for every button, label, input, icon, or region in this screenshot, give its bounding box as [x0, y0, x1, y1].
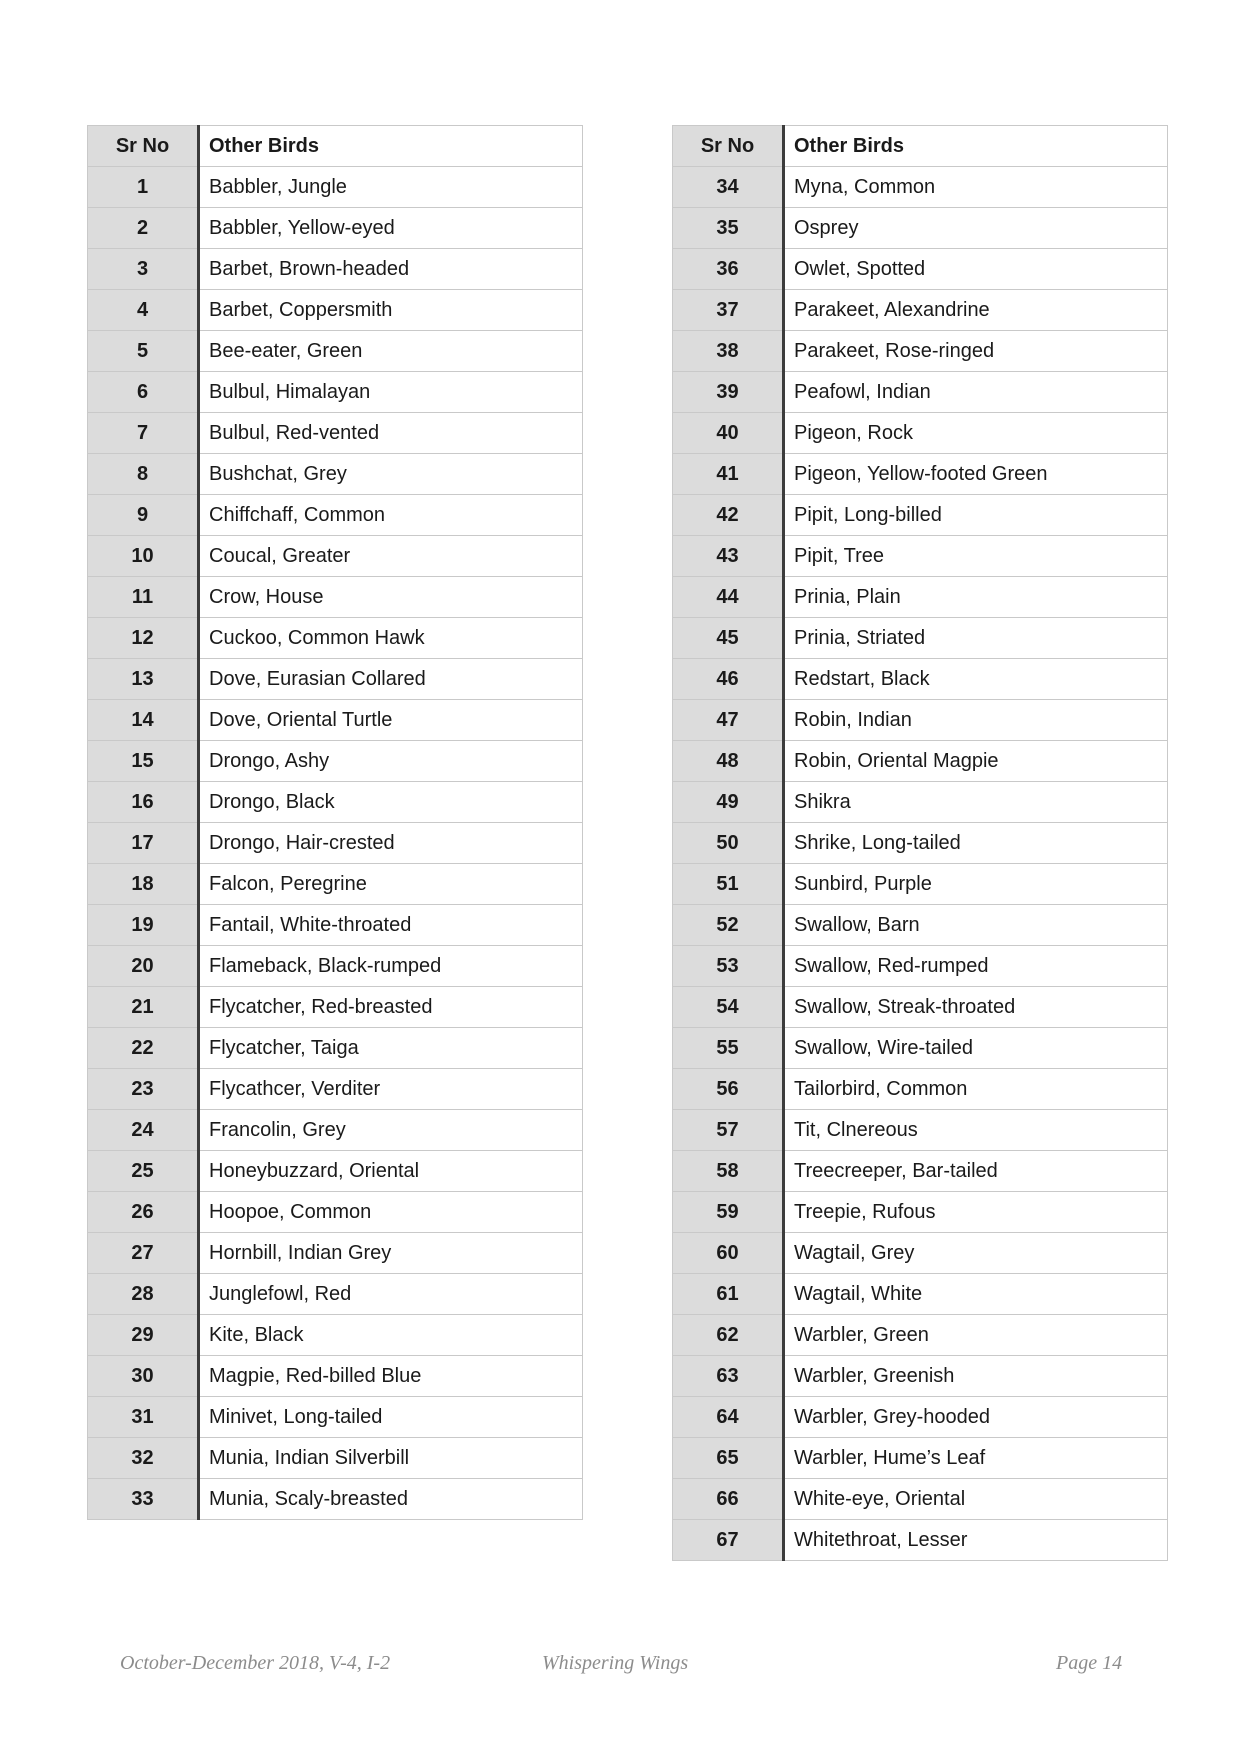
bird-name-cell: Francolin, Grey — [199, 1110, 583, 1151]
table-row — [673, 331, 1168, 372]
sr-no-cell: 63 — [673, 1356, 784, 1397]
bird-name-cell: Kite, Black — [199, 1315, 583, 1356]
sr-no-cell: 14 — [88, 700, 199, 741]
bird-name-cell: Whitethroat, Lesser — [784, 1520, 1168, 1561]
bird-name-cell: Cuckoo, Common Hawk — [199, 618, 583, 659]
bird-name-cell: Dove, Eurasian Collared — [199, 659, 583, 700]
table-row — [88, 167, 583, 208]
bird-name-cell: Robin, Indian — [784, 700, 1168, 741]
bird-name-cell: Swallow, Barn — [784, 905, 1168, 946]
bird-name-cell: Drongo, Ashy — [199, 741, 583, 782]
bird-name-cell: Prinia, Plain — [784, 577, 1168, 618]
table-row — [673, 249, 1168, 290]
bird-name-cell: Treecreeper, Bar-tailed — [784, 1151, 1168, 1192]
sr-no-cell: 30 — [88, 1356, 199, 1397]
table-row — [673, 413, 1168, 454]
sr-no-cell: 52 — [673, 905, 784, 946]
bird-name-cell: Babbler, Yellow-eyed — [199, 208, 583, 249]
sr-no-cell: 42 — [673, 495, 784, 536]
bird-name-cell: Bulbul, Red-vented — [199, 413, 583, 454]
table-row — [673, 618, 1168, 659]
table-row — [673, 823, 1168, 864]
bird-name-cell: Barbet, Coppersmith — [199, 290, 583, 331]
table-row — [673, 1520, 1168, 1561]
bird-name-cell: Swallow, Red-rumped — [784, 946, 1168, 987]
bird-name-cell: Peafowl, Indian — [784, 372, 1168, 413]
bird-name-cell: Treepie, Rufous — [784, 1192, 1168, 1233]
table-row — [673, 1438, 1168, 1479]
table-row — [673, 987, 1168, 1028]
bird-table-left-body — [88, 167, 583, 1520]
sr-no-cell: 22 — [88, 1028, 199, 1069]
bird-name-cell: Pipit, Tree — [784, 536, 1168, 577]
sr-no-cell: 32 — [88, 1438, 199, 1479]
table-row — [88, 1479, 583, 1520]
table-row — [88, 1356, 583, 1397]
bird-name-cell: Bee-eater, Green — [199, 331, 583, 372]
table-row — [88, 1192, 583, 1233]
sr-no-cell: 6 — [88, 372, 199, 413]
bird-name-cell: Owlet, Spotted — [784, 249, 1168, 290]
bird-table-left — [87, 125, 583, 1520]
bird-name-cell: Swallow, Wire-tailed — [784, 1028, 1168, 1069]
bird-name-cell: Drongo, Black — [199, 782, 583, 823]
bird-name-cell: White-eye, Oriental — [784, 1479, 1168, 1520]
sr-no-cell: 51 — [673, 864, 784, 905]
sr-no-cell: 33 — [88, 1479, 199, 1520]
sr-no-cell: 67 — [673, 1520, 784, 1561]
bird-name-cell: Magpie, Red-billed Blue — [199, 1356, 583, 1397]
table-row — [673, 1397, 1168, 1438]
sr-no-cell: 60 — [673, 1233, 784, 1274]
bird-name-cell: Parakeet, Rose-ringed — [784, 331, 1168, 372]
table-row — [673, 1315, 1168, 1356]
sr-no-cell: 11 — [88, 577, 199, 618]
sr-no-cell: 25 — [88, 1151, 199, 1192]
table-row — [88, 536, 583, 577]
table-row — [88, 290, 583, 331]
table-row — [673, 741, 1168, 782]
bird-name-cell: Robin, Oriental Magpie — [784, 741, 1168, 782]
bird-name-cell: Babbler, Jungle — [199, 167, 583, 208]
bird-name-cell: Drongo, Hair-crested — [199, 823, 583, 864]
sr-no-cell: 64 — [673, 1397, 784, 1438]
footer-issue-info: October-December 2018, V-4, I-2 — [120, 1652, 391, 1674]
sr-no-cell: 43 — [673, 536, 784, 577]
sr-no-cell: 12 — [88, 618, 199, 659]
table-row — [88, 249, 583, 290]
sr-no-cell: 37 — [673, 290, 784, 331]
sr-no-cell: 53 — [673, 946, 784, 987]
bird-name-cell: Sunbird, Purple — [784, 864, 1168, 905]
sr-no-cell: 41 — [673, 454, 784, 495]
table-row — [88, 577, 583, 618]
table-row — [88, 1397, 583, 1438]
bird-name-cell: Hornbill, Indian Grey — [199, 1233, 583, 1274]
table-row — [673, 659, 1168, 700]
sr-no-cell: 50 — [673, 823, 784, 864]
sr-no-cell: 9 — [88, 495, 199, 536]
bird-name-cell: Dove, Oriental Turtle — [199, 700, 583, 741]
bird-table-right-body — [673, 167, 1168, 1561]
table-row — [673, 782, 1168, 823]
table-row — [673, 290, 1168, 331]
bird-name-cell: Chiffchaff, Common — [199, 495, 583, 536]
header-sr-no: Sr No — [88, 126, 199, 167]
table-row — [88, 454, 583, 495]
bird-name-cell: Honeybuzzard, Oriental — [199, 1151, 583, 1192]
table-row — [88, 413, 583, 454]
sr-no-cell: 3 — [88, 249, 199, 290]
sr-no-cell: 20 — [88, 946, 199, 987]
sr-no-cell: 13 — [88, 659, 199, 700]
table-row — [673, 946, 1168, 987]
sr-no-cell: 18 — [88, 864, 199, 905]
sr-no-cell: 65 — [673, 1438, 784, 1479]
sr-no-cell: 17 — [88, 823, 199, 864]
sr-no-cell: 24 — [88, 1110, 199, 1151]
bird-table-right — [672, 125, 1168, 1561]
bird-name-cell: Warbler, Greenish — [784, 1356, 1168, 1397]
bird-name-cell: Prinia, Striated — [784, 618, 1168, 659]
sr-no-cell: 49 — [673, 782, 784, 823]
table-row — [88, 1110, 583, 1151]
bird-name-cell: Falcon, Peregrine — [199, 864, 583, 905]
bird-name-cell: Warbler, Hume’s Leaf — [784, 1438, 1168, 1479]
sr-no-cell: 54 — [673, 987, 784, 1028]
sr-no-cell: 57 — [673, 1110, 784, 1151]
bird-name-cell: Hoopoe, Common — [199, 1192, 583, 1233]
sr-no-cell: 35 — [673, 208, 784, 249]
sr-no-cell: 39 — [673, 372, 784, 413]
table-row — [673, 700, 1168, 741]
table-row — [88, 823, 583, 864]
sr-no-cell: 40 — [673, 413, 784, 454]
table-row — [673, 167, 1168, 208]
sr-no-cell: 36 — [673, 249, 784, 290]
table-row — [673, 1192, 1168, 1233]
bird-name-cell: Tit, Clnereous — [784, 1110, 1168, 1151]
table-row — [673, 454, 1168, 495]
bird-name-cell: Swallow, Streak-throated — [784, 987, 1168, 1028]
table-row — [673, 372, 1168, 413]
sr-no-cell: 47 — [673, 700, 784, 741]
bird-name-cell: Wagtail, Grey — [784, 1233, 1168, 1274]
sr-no-cell: 5 — [88, 331, 199, 372]
bird-name-cell: Shikra — [784, 782, 1168, 823]
bird-name-cell: Fantail, White-throated — [199, 905, 583, 946]
sr-no-cell: 16 — [88, 782, 199, 823]
sr-no-cell: 31 — [88, 1397, 199, 1438]
sr-no-cell: 46 — [673, 659, 784, 700]
table-row — [88, 741, 583, 782]
bird-name-cell: Warbler, Green — [784, 1315, 1168, 1356]
bird-name-cell: Munia, Scaly-breasted — [199, 1479, 583, 1520]
table-row — [88, 1069, 583, 1110]
bird-name-cell: Munia, Indian Silverbill — [199, 1438, 583, 1479]
table-row — [88, 1315, 583, 1356]
table-row — [88, 905, 583, 946]
table-row — [88, 1028, 583, 1069]
bird-name-cell: Wagtail, White — [784, 1274, 1168, 1315]
sr-no-cell: 62 — [673, 1315, 784, 1356]
bird-name-cell: Parakeet, Alexandrine — [784, 290, 1168, 331]
table-row — [673, 1356, 1168, 1397]
sr-no-cell: 26 — [88, 1192, 199, 1233]
table-row — [673, 1069, 1168, 1110]
table-row — [673, 208, 1168, 249]
bird-name-cell: Redstart, Black — [784, 659, 1168, 700]
bird-name-cell: Flycathcer, Verditer — [199, 1069, 583, 1110]
table-row — [88, 987, 583, 1028]
bird-name-cell: Myna, Common — [784, 167, 1168, 208]
sr-no-cell: 58 — [673, 1151, 784, 1192]
sr-no-cell: 2 — [88, 208, 199, 249]
table-row — [88, 1151, 583, 1192]
table-row — [673, 1028, 1168, 1069]
bird-name-cell: Pipit, Long-billed — [784, 495, 1168, 536]
sr-no-cell: 10 — [88, 536, 199, 577]
table-row — [88, 1438, 583, 1479]
sr-no-cell: 44 — [673, 577, 784, 618]
sr-no-cell: 21 — [88, 987, 199, 1028]
header-sr-no: Sr No — [673, 126, 784, 167]
table-row — [88, 782, 583, 823]
table-row — [673, 1233, 1168, 1274]
table-row — [673, 1110, 1168, 1151]
table-header-row — [88, 126, 583, 167]
bird-name-cell: Pigeon, Yellow-footed Green — [784, 454, 1168, 495]
table-row — [88, 1233, 583, 1274]
bird-name-cell: Flameback, Black-rumped — [199, 946, 583, 987]
sr-no-cell: 34 — [673, 167, 784, 208]
table-row — [673, 1151, 1168, 1192]
table-row — [88, 495, 583, 536]
table-row — [88, 331, 583, 372]
table-row — [88, 1274, 583, 1315]
bird-name-cell: Minivet, Long-tailed — [199, 1397, 583, 1438]
table-row — [673, 905, 1168, 946]
bird-name-cell: Shrike, Long-tailed — [784, 823, 1168, 864]
sr-no-cell: 38 — [673, 331, 784, 372]
bird-name-cell: Tailorbird, Common — [784, 1069, 1168, 1110]
bird-name-cell: Bulbul, Himalayan — [199, 372, 583, 413]
sr-no-cell: 8 — [88, 454, 199, 495]
table-header-row — [673, 126, 1168, 167]
sr-no-cell: 4 — [88, 290, 199, 331]
bird-name-cell: Warbler, Grey-hooded — [784, 1397, 1168, 1438]
table-row — [88, 946, 583, 987]
table-row — [88, 700, 583, 741]
footer-page-number: Page 14 — [1056, 1652, 1123, 1674]
bird-name-cell: Pigeon, Rock — [784, 413, 1168, 454]
header-other-birds: Other Birds — [784, 126, 1168, 167]
sr-no-cell: 1 — [88, 167, 199, 208]
sr-no-cell: 61 — [673, 1274, 784, 1315]
sr-no-cell: 28 — [88, 1274, 199, 1315]
bird-name-cell: Barbet, Brown-headed — [199, 249, 583, 290]
sr-no-cell: 27 — [88, 1233, 199, 1274]
sr-no-cell: 59 — [673, 1192, 784, 1233]
table-row — [673, 577, 1168, 618]
sr-no-cell: 56 — [673, 1069, 784, 1110]
bird-name-cell: Osprey — [784, 208, 1168, 249]
sr-no-cell: 19 — [88, 905, 199, 946]
table-row — [88, 659, 583, 700]
table-row — [673, 495, 1168, 536]
table-row — [88, 618, 583, 659]
bird-name-cell: Bushchat, Grey — [199, 454, 583, 495]
header-other-birds: Other Birds — [199, 126, 583, 167]
footer-publication-title: Whispering Wings — [542, 1652, 689, 1674]
table-row — [673, 536, 1168, 577]
table-row — [673, 1479, 1168, 1520]
table-row — [88, 208, 583, 249]
bird-name-cell: Flycatcher, Taiga — [199, 1028, 583, 1069]
bird-name-cell: Crow, House — [199, 577, 583, 618]
sr-no-cell: 7 — [88, 413, 199, 454]
table-row — [673, 864, 1168, 905]
sr-no-cell: 48 — [673, 741, 784, 782]
sr-no-cell: 29 — [88, 1315, 199, 1356]
sr-no-cell: 55 — [673, 1028, 784, 1069]
sr-no-cell: 66 — [673, 1479, 784, 1520]
sr-no-cell: 23 — [88, 1069, 199, 1110]
bird-name-cell: Junglefowl, Red — [199, 1274, 583, 1315]
bird-name-cell: Coucal, Greater — [199, 536, 583, 577]
table-row — [88, 864, 583, 905]
sr-no-cell: 15 — [88, 741, 199, 782]
table-row — [673, 1274, 1168, 1315]
table-row — [88, 372, 583, 413]
bird-name-cell: Flycatcher, Red-breasted — [199, 987, 583, 1028]
sr-no-cell: 45 — [673, 618, 784, 659]
